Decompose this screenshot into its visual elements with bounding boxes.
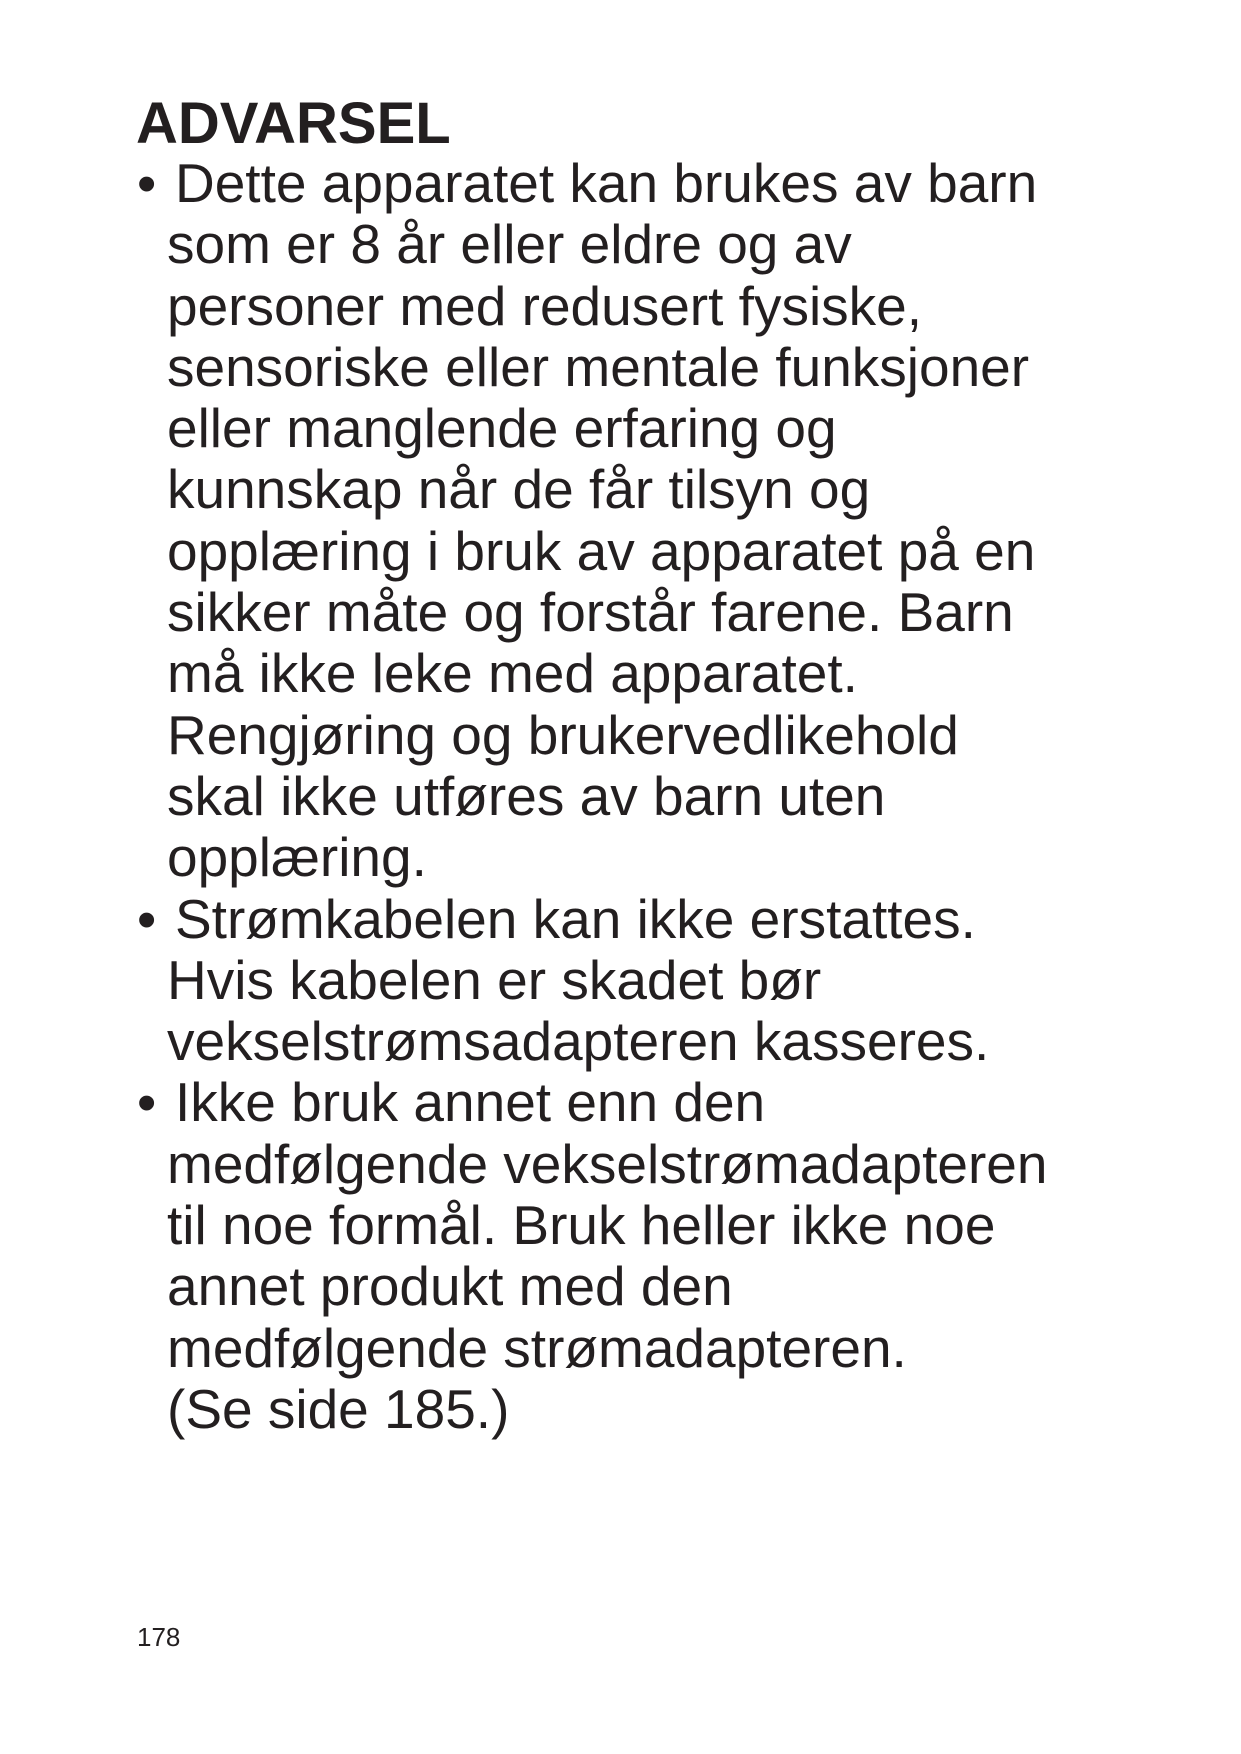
page-number: 178: [137, 1622, 181, 1652]
warning-text-line: må ikke leke med apparatet.: [167, 642, 858, 705]
warning-list: [137, 153, 1197, 1440]
warning-text-line: opplæring i bruk av apparatet på en: [167, 519, 1036, 582]
warning-text-line: sensoriske eller mentale funksjoner: [167, 335, 1030, 398]
warning-item-ac-adapter: [137, 1072, 1197, 1440]
warning-text-line: Rengjøring og brukervedlikehold: [167, 703, 959, 766]
warning-text-line: vekselstrømsadapteren kasseres.: [167, 1010, 990, 1073]
warning-text-line: Strømkabelen kan ikke erstattes.: [175, 887, 976, 950]
warning-text-line: skal ikke utføres av barn uten: [167, 764, 886, 827]
warning-text-line: Hvis kabelen er skadet bør: [167, 948, 822, 1011]
warning-text-line: Dette apparatet kan brukes av barn: [175, 152, 1038, 214]
warning-heading: ADVARSEL: [136, 91, 451, 156]
warning-text-line: annet produkt med den: [167, 1255, 733, 1318]
warning-item-child-safety: [137, 153, 1197, 889]
warning-item-power-cable: [137, 889, 1197, 1073]
warning-text-line: medfølgende vekselstrømadapteren: [167, 1132, 1048, 1195]
warning-text-line: medfølgende strømadapteren.: [167, 1316, 907, 1379]
warning-text-line: (Se side 185.): [167, 1377, 510, 1440]
bullet-icon: •: [137, 1071, 157, 1134]
warning-text-line: personer med redusert fysiske,: [167, 274, 923, 337]
warning-text-line: Ikke bruk annet enn den: [175, 1071, 766, 1134]
bullet-icon: •: [137, 887, 157, 950]
warning-text-line: eller manglende erfaring og: [167, 397, 837, 460]
warning-text-line: kunnskap når de får tilsyn og: [167, 458, 871, 521]
warning-text-line: til noe formål. Bruk heller ikke noe: [167, 1194, 996, 1257]
warning-text-line: opplæring.: [167, 826, 427, 889]
warning-text-line: sikker måte og forstår farene. Barn: [167, 581, 1014, 644]
bullet-icon: •: [137, 152, 157, 214]
warning-text-line: som er 8 år eller eldre og av: [167, 213, 852, 276]
